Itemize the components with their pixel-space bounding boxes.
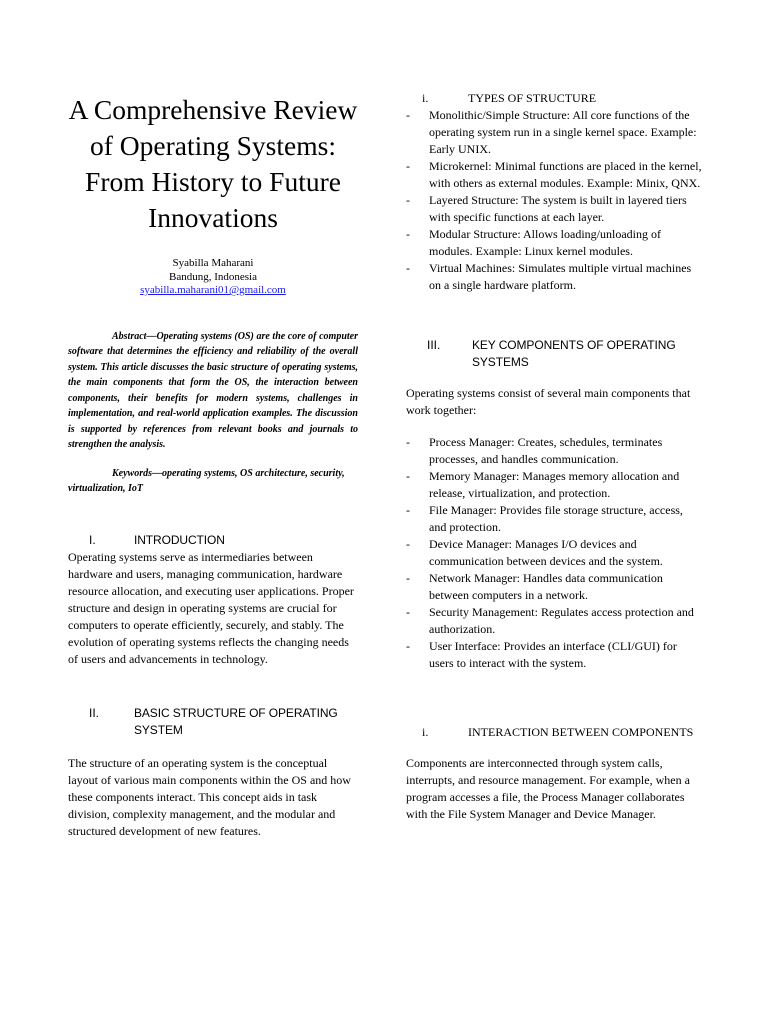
bullet-dash: - [406, 639, 410, 653]
section-title: INTRODUCTION [134, 532, 225, 547]
component-item-text: Network Manager: Handles data communication between computers in a network. [429, 571, 663, 602]
section-title: KEY COMPONENTS OF OPERATING SYSTEMS [472, 338, 676, 369]
subsection-title: INTERACTION BETWEEN COMPONENTS [468, 725, 694, 739]
bullet-dash: - [406, 227, 410, 241]
basic-structure-paragraph: The structure of an operating system is the conceptual layout of various main components within the OS and how these components interact. This concept aids in task division, complexity management, and the modular and structured development of new features. [68, 755, 351, 838]
structure-type-item-text: Layered Structure: The system is built in layered tiers with specific functions at each layer. [429, 193, 687, 224]
component-item-text: File Manager: Provides file storage structure, access, and protection. [429, 503, 683, 534]
bullet-dash: - [406, 193, 410, 207]
author-name: Syabilla Maharani [172, 257, 254, 269]
section-title: BASIC STRUCTURE OF OPERATING SYSTEM [134, 705, 338, 737]
types-of-structure-list [406, 107, 702, 294]
bullet-dash: - [406, 605, 410, 619]
component-item [406, 502, 702, 536]
structure-type-item [406, 192, 702, 226]
abstract: Abstract—Operating systems (OS) are the core of computer software that determines the efficiency and reliability of the overall system. This article discusses the basic structure of operating systems, the main components that form the OS, the interaction between components, their benefits for modern systems, challenges in implementation, and real-world application examples. The discussion is supported by references from relevant books and journals to strengthen the analysis. [68, 330, 358, 450]
component-item-text: User Interface: Provides an interface (CLI/GUI) for users to interact with the system. [429, 639, 677, 670]
bullet-dash: - [406, 108, 410, 122]
component-item [406, 638, 702, 672]
bullet-dash: - [406, 159, 410, 173]
introduction-paragraph: Operating systems serve as intermediaries between hardware and users, managing communication, hardware resource allocation, and executing user applications. Proper structure and design in operating systems are crucial for computers to operate efficiently, securely, and stably. The evolution of operating systems reflects the changing needs of users and advancements in technology. [68, 549, 354, 666]
component-item [406, 570, 702, 604]
section-number: II. [89, 705, 100, 720]
subsection-heading-interaction [406, 724, 702, 741]
structure-type-item-text: Virtual Machines: Simulates multiple virtual machines on a single hardware platform. [429, 261, 692, 292]
component-item-text: Security Management: Regulates access protection and authorization. [429, 605, 694, 636]
bullet-dash: - [406, 571, 410, 585]
bullet-dash: - [406, 435, 410, 449]
interaction-paragraph: Components are interconnected through system calls, interrupts, and resource management. For example, when a program accesses a file, the Process Manager collaborates with the File System Manager and Device Manager. [406, 756, 690, 821]
author-location: Bandung, Indonesia [169, 270, 257, 283]
author-email-link[interactable]: syabilla.maharani01@gmail.com [140, 284, 286, 296]
bullet-dash: - [406, 261, 410, 275]
structure-type-item [406, 226, 702, 260]
structure-type-item-text: Monolithic/Simple Structure: All core functions of the operating system run in a single kernel space. Example: Early UNIX. [429, 108, 697, 156]
keywords: Keywords—operating systems, OS architecture, security, virtualization, IoT [68, 467, 345, 494]
author-block [68, 257, 358, 298]
structure-type-item [406, 260, 702, 294]
key-components-list [406, 434, 702, 672]
component-item-text: Device Manager: Manages I/O devices and communication between devices and the system. [429, 537, 663, 568]
component-item-text: Memory Manager: Manages memory allocation and release, virtualization, and protection. [429, 469, 680, 500]
structure-type-item [406, 158, 702, 192]
bullet-dash: - [406, 503, 410, 517]
key-components-intro: Operating systems consist of several main components that work together: [406, 386, 691, 417]
component-item [406, 604, 702, 638]
component-item-text: Process Manager: Creates, schedules, terminates processes, and handles communication. [429, 435, 663, 466]
structure-type-item-text: Microkernel: Minimal functions are placed in the kernel, with others as external modules. Example: Minix, QNX. [429, 159, 702, 190]
section-heading-introduction [68, 532, 358, 549]
component-item [406, 468, 702, 502]
section-number: III. [427, 338, 441, 352]
right-column [406, 90, 702, 823]
section-number: I. [89, 532, 96, 547]
bullet-dash: - [406, 469, 410, 483]
subsection-number: i. [422, 91, 429, 105]
component-item [406, 536, 702, 570]
component-item [406, 434, 702, 468]
section-heading-basic-structure [68, 705, 358, 739]
subsection-number: i. [422, 725, 429, 739]
section-heading-key-components [406, 337, 702, 371]
subsection-title: TYPES OF STRUCTURE [468, 91, 597, 105]
structure-type-item [406, 107, 702, 158]
bullet-dash: - [406, 537, 410, 551]
paper-title: A Comprehensive Review of Operating Systems: From History to Future Innovations [68, 94, 358, 233]
subsection-heading-types-of-structure [406, 90, 702, 107]
left-column [68, 92, 358, 840]
structure-type-item-text: Modular Structure: Allows loading/unloading of modules. Example: Linux kernel modules. [429, 227, 661, 258]
